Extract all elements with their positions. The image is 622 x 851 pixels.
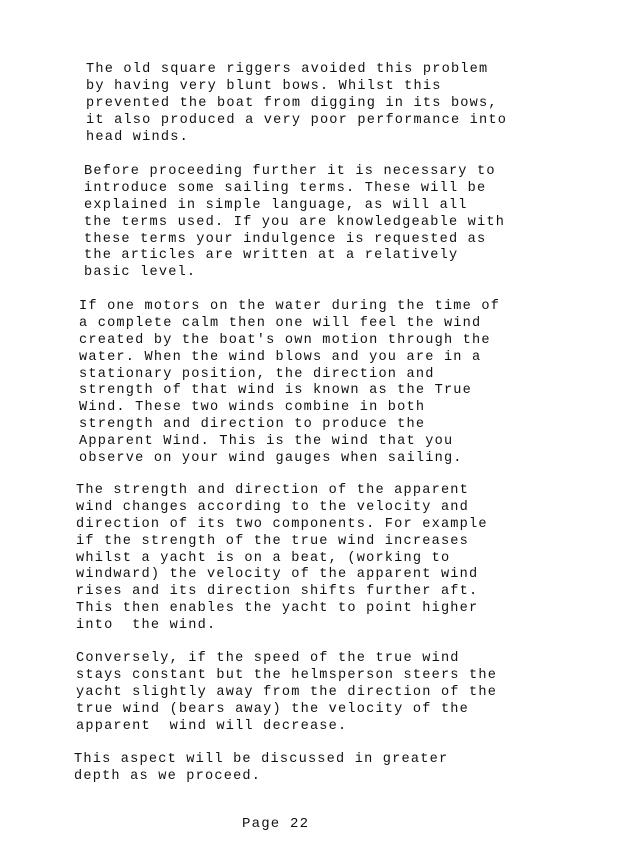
text-line: rises and its direction shifts further aft. xyxy=(76,584,479,600)
text-line: strength of that wind is known as the True xyxy=(79,383,473,399)
text-line: by having very blunt bows. Whilst this xyxy=(86,78,442,94)
text-line: direction of its two components. For example xyxy=(76,516,488,532)
text-line: wind changes according to the velocity and xyxy=(76,499,470,515)
text-line: Wind. These two winds combine in both xyxy=(79,400,426,416)
text-line: whilst a yacht is on a beat, (working to xyxy=(76,550,451,566)
text-line: strength and direction to produce the xyxy=(79,417,426,433)
text-line: This aspect will be discussed in greater xyxy=(74,752,449,767)
text-line: into the wind. xyxy=(76,618,217,634)
text-line: the articles are written at a relatively xyxy=(84,248,459,264)
text-line: water. When the wind blows and you are in a xyxy=(79,349,482,365)
text-line: If one motors on the water during the time of xyxy=(79,299,501,314)
text-line: introduce some sailing terms. These will be xyxy=(84,180,487,196)
text-line: The strength and direction of the apparent xyxy=(76,483,470,498)
text-line: true wind (bears away) the velocity of the xyxy=(76,701,470,717)
paragraph-true-wind xyxy=(79,299,500,468)
paragraph-apparent-wind xyxy=(76,483,488,635)
text-line: Before proceeding further it is necessary to xyxy=(84,164,496,179)
text-line: these terms your indulgence is requested as xyxy=(84,231,487,247)
text-line: yacht slightly away from the direction of the xyxy=(76,684,498,700)
text-line: observe on your wind gauges when sailing. xyxy=(79,451,463,467)
text-line: This then enables the yacht to point higher xyxy=(76,601,479,617)
text-line: Conversely, if the speed of the true wind xyxy=(76,651,460,666)
text-line: it also produced a very poor performance into xyxy=(86,112,508,128)
text-line: the terms used. If you are knowledgeable with xyxy=(84,214,506,230)
paragraph-conversely xyxy=(76,651,497,735)
text-line: windward) the velocity of the apparent wind xyxy=(76,567,479,583)
text-line: if the strength of the true wind increases xyxy=(76,533,470,549)
paragraph-sailing-terms xyxy=(84,164,505,282)
text-line: a complete calm then one will feel the wind xyxy=(79,315,482,331)
text-line: stationary position, the direction and xyxy=(79,366,435,382)
paragraph-closing xyxy=(74,752,448,786)
text-line: explained in simple language, as will all xyxy=(84,197,468,213)
text-line: Apparent Wind. This is the wind that you xyxy=(79,434,454,450)
text-line: created by the boat's own motion through the xyxy=(79,332,491,348)
text-line: prevented the boat from digging in its bows, xyxy=(86,95,498,111)
text-line: basic level. xyxy=(84,265,197,281)
paragraph-square-riggers xyxy=(86,62,507,146)
page-number: Page 22 xyxy=(242,816,310,832)
text-line: head winds. xyxy=(86,129,189,145)
text-line: apparent wind will decrease. xyxy=(76,718,348,734)
text-line: depth as we proceed. xyxy=(74,768,262,784)
text-line: stays constant but the helmsperson steers the xyxy=(76,667,498,683)
text-line: The old square riggers avoided this problem xyxy=(86,62,489,77)
